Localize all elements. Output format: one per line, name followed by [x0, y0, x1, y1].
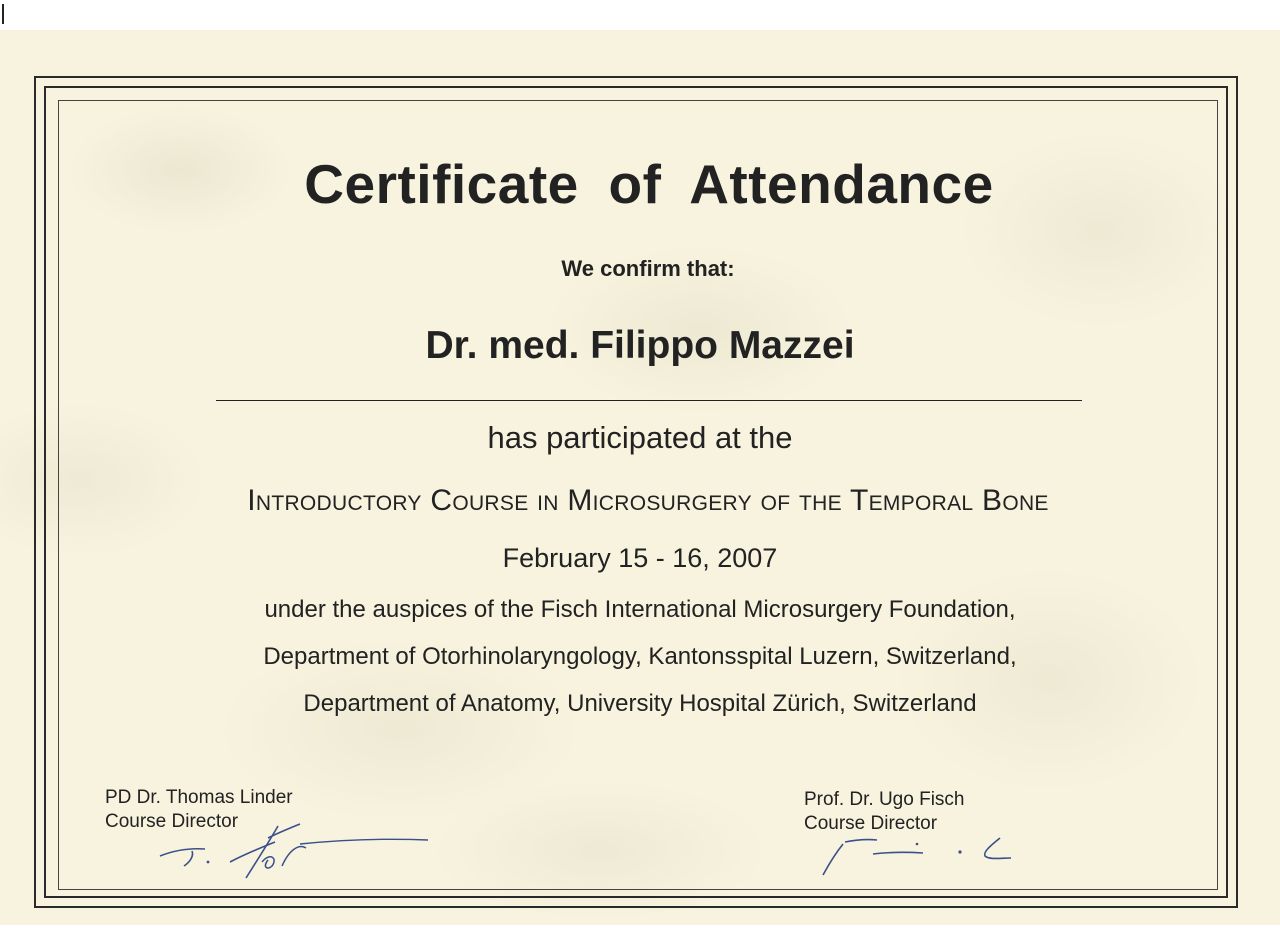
- auspices-line: under the auspices of the Fisch International Microsurgery Foundation,: [264, 596, 1016, 623]
- handwritten-signature-right: [815, 830, 1025, 885]
- scan-edge-mark: [2, 4, 4, 24]
- auspices-line: Department of Otorhinolaryngology, Kantonsspital Luzern, Switzerland,: [263, 643, 1017, 670]
- handwritten-signature-left: [150, 818, 440, 888]
- certificate-title: Certificate of Attendance: [304, 153, 994, 215]
- recipient-name: Dr. med. Filippo Mazzei: [425, 324, 855, 367]
- course-dates: February 15 - 16, 2007: [502, 543, 778, 573]
- signatory-role: Course Director: [804, 813, 938, 834]
- signatory-name: Prof. Dr. Ugo Fisch: [804, 789, 965, 810]
- participation-line: has participated at the: [487, 420, 793, 455]
- signatory-right: [804, 788, 965, 836]
- auspices-line: Department of Anatomy, University Hospital Zürich, Switzerland: [303, 690, 977, 717]
- signatory-name: PD Dr. Thomas Linder: [105, 787, 293, 808]
- confirm-line: We confirm that:: [561, 256, 735, 281]
- course-title: Introductory Course in Microsurgery of the Temporal Bone: [247, 484, 1049, 517]
- name-underline: [216, 400, 1082, 401]
- signatory-role: Course Director: [105, 811, 239, 832]
